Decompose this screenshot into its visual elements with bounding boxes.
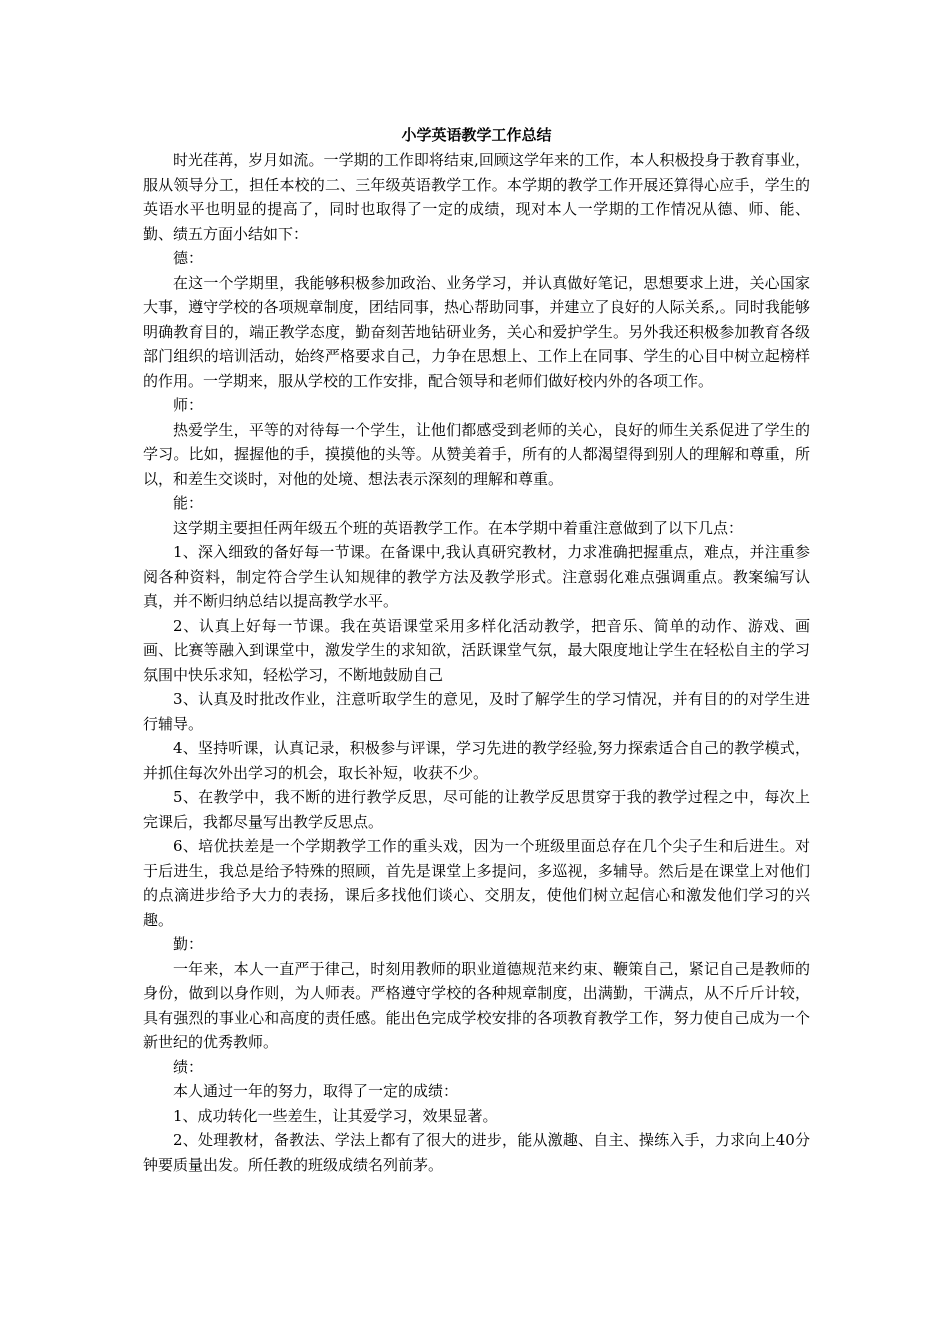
list-item-ji-1: 1、成功转化一些差生，让其爱学习，效果显著。 <box>173 1106 498 1125</box>
paragraph-qin: 一年来，本人一直严于律己，时刻用教师的职业道德规范来约束、鞭策自己，紧记自己是教师的身份，做到以身作则，为人师表。严格遵守学校的各种规章制度，出满勤，干满点，从不斤斤计较，具有强烈的事业心和高度的责任感。能出色完成学校安排的各项教育教学工作，努力使自己成为一个新世纪的优秀教师。 <box>143 959 810 1051</box>
list-item-neng-4: 4、坚持听课，认真记录，积极参与评课，学习先进的教学经验,努力探索适合自己的教学模式，并抓住每次外出学习的机会，取长补短，收获不少。 <box>143 739 810 782</box>
list-item-neng-2: 2、认真上好每一节课。我在英语课堂采用多样化活动教学，把音乐、简单的动作、游戏、画画、比赛等融入到课堂中，激发学生的求知欲，活跃课堂气氛，最大限度地让学生在轻松自主的学习氛围中快乐求知，轻松学习，不断地鼓励自己 <box>143 616 810 684</box>
section-heading-qin: 勤： <box>173 935 204 953</box>
paragraph-neng-intro: 这学期主要担任两年级五个班的英语教学工作。在本学期中着重注意做到了以下几点： <box>173 518 744 537</box>
list-item-neng-6: 6、培优扶差是一个学期教学工作的重头戏，因为一个班级里面总存在几个尖子生和后进生。对于后进生，我总是给予特殊的照顾，首先是课堂上多提问，多巡视，多辅导。然后是在课堂上对他们的点滴进步给予大力的表扬，课后多找他们谈心、交朋友，使他们树立起信心和激发他们学习的兴趣。 <box>143 837 810 929</box>
list-item-neng-3: 3、认真及时批改作业，注意听取学生的意见，及时了解学生的学习情况，并有目的的对学生进行辅导。 <box>143 690 810 733</box>
list-item-ji-2: 2、处理教材，备教法、学法上都有了很大的进步，能从激趣、自主、操练入手，力求向上40分钟要质量出发。所任教的班级成绩名列前茅。 <box>143 1131 810 1174</box>
paragraph-de: 在这一个学期里，我能够积极参加政治、业务学习，并认真做好笔记，思想要求上进，关心国家大事，遵守学校的各项规章制度，团结同事，热心帮助同事，并建立了良好的人际关系,。同时我能够明确教育目的，端正教学态度，勤奋刻苦地钻研业务，关心和爱护学生。另外我还积极参加教育各级部门组织的培训活动，始终严格要求自己，力争在思想上、工作上在同事、学生的心目中树立起榜样的作用。一学期来，服从学校的工作安排，配合领导和老师们做好校内外的各项工作。 <box>143 273 810 390</box>
document-body <box>143 123 810 1177</box>
section-heading-shi: 师： <box>173 396 204 414</box>
paragraph-intro: 时光荏苒，岁月如流。一学期的工作即将结束,回顾这学年来的工作，本人积极投身于教育事业，服从领导分工，担任本校的二、三年级英语教学工作。本学期的教学工作开展还算得心应手，学生的英语水平也明显的提高了，同时也取得了一定的成绩，现对本人一学期的工作情况从德、师、能、勤、绩五方面小结如下： <box>143 151 810 243</box>
paragraph-ji-intro: 本人通过一年的努力，取得了一定的成绩： <box>173 1082 459 1100</box>
section-heading-neng: 能： <box>173 494 204 512</box>
section-heading-ji: 绩： <box>173 1057 204 1076</box>
list-item-neng-5: 5、在教学中，我不断的进行教学反思，尽可能的让教学反思贯穿于我的教学过程之中，每次上完课后，我都尽量写出教学反思点。 <box>143 788 810 831</box>
section-heading-de: 德： <box>173 249 204 267</box>
document-title: 小学英语教学工作总结 <box>401 126 552 144</box>
paragraph-shi: 热爱学生，平等的对待每一个学生，让他们都感受到老师的关心，良好的师生关系促进了学生的学习。比如，握握他的手，摸摸他的头等。从赞美着手，所有的人都渴望得到别人的理解和尊重，所以，和差生交谈时，对他的处境、想法表示深刻的理解和尊重。 <box>143 420 810 488</box>
list-item-neng-1: 1、深入细致的备好每一节课。在备课中,我认真研究教材，力求准确把握重点，难点，并注重参阅各种资料，制定符合学生认知规律的教学方法及教学形式。注意弱化难点强调重点。教案编写认真，并不断归纳总结以提高教学水平。 <box>143 543 810 610</box>
